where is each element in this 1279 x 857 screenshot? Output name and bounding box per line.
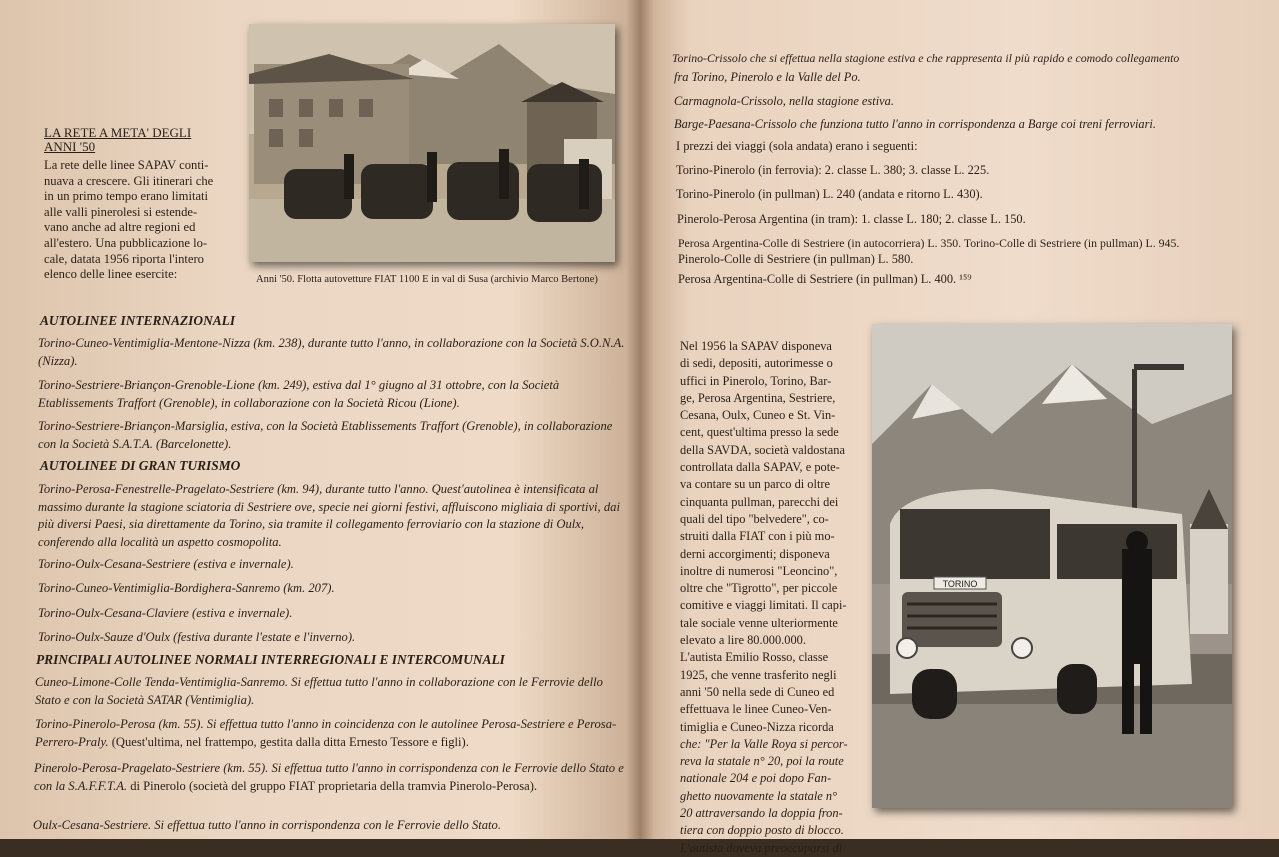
price-line: Torino-Pinerolo (in ferrovia): 2. classe L. 380; 3. classe L. 225.	[676, 163, 990, 177]
column-line: L'autista doveva preoccuparsi di	[680, 840, 843, 855]
column-line: ge, Perosa Argentina, Sestriere,	[680, 390, 836, 405]
route-line: Torino-Crissolo che si effettua nella stagione estiva e che rappresenta il più rapido e comodo collegamento	[672, 51, 1180, 65]
route-line: Carmagnola-Crissolo, nella stagione estiva.	[674, 94, 894, 108]
column-line: uffici in Pinerolo, Torino, Bar-	[680, 373, 832, 388]
route-entry: Torino-Oulx-Sauze d'Oulx (festiva durante l'estate e l'inverno).	[38, 630, 356, 644]
route-line: fra Torino, Pinerolo e la Valle del Po.	[674, 70, 861, 84]
left-page	[0, 0, 640, 839]
column-line: tiera con doppio posto di blocco.	[680, 823, 844, 838]
book-gutter	[626, 0, 654, 839]
column-line: Cesana, Oulx, Cuneo e St. Vin-	[680, 408, 836, 423]
right-page	[640, 0, 1279, 855]
route-entry: Cuneo-Limone-Colle Tenda-Ventimiglia-Sanremo. Si effettua tutto l'anno in collaborazione con le Ferrovie dello Stato e con la Società SATAR (Ventimiglia).	[35, 675, 603, 707]
column-line: reva la statale n° 20, poi la route	[680, 754, 844, 769]
route-entry: Torino-Cuneo-Ventimiglia-Mentone-Nizza (km. 238), durante tutto l'anno, in collaborazione con la Società S.O.N.A. (Nizza).	[38, 336, 625, 368]
column-line: L'autista Emilio Rosso, classe	[680, 650, 829, 665]
column-line: effettuava le linee Cuneo-Ven-	[680, 702, 832, 717]
route-entry: Torino-Sestriere-Briançon-Grenoble-Lione (km. 249), estiva dal 1° giugno al 31 ottobre, con la Società Etablissements Traffort (Grenoble), in collaborazione con la Società Ricou (Lione).	[38, 378, 560, 410]
column-line: Nel 1956 la SAPAV disponeva	[680, 339, 832, 353]
route-entry	[35, 716, 625, 751]
price-line: Perosa Argentina-Colle di Sestriere (in autocorriera) L. 350. Torino-Colle di Sestriere (in pullman) L. 945.	[678, 236, 1180, 250]
route-entry: Oulx-Cesana-Sestriere. Si effettua tutto l'anno in corrispondenza con le Ferrovie dello Stato.	[33, 818, 502, 832]
route-entry-plain: di Pinerolo (società del gruppo FIAT proprietaria della tramvia Pinerolo-Perosa).	[127, 778, 538, 793]
column-line: derni accorgimenti; disponeva	[680, 546, 830, 561]
column-line: nationale 204 e poi dopo Fan-	[680, 771, 832, 786]
column-line: elevato a lire 80.000.000.	[680, 633, 806, 648]
route-entry-plain: (Quest'ultima, nel frattempo, gestita dalla ditta Ernesto Tessore e figli).	[108, 734, 469, 749]
section-heading-line-2: ANNI '50	[44, 139, 96, 154]
column-line: di sedi, depositi, autorimesse o	[680, 356, 833, 371]
heading-gran-turismo: AUTOLINEE DI GRAN TURISMO	[40, 458, 241, 473]
column-line: controllata dalla SAPAV, e pote-	[680, 460, 840, 475]
intro-line: in un primo tempo erano limitati	[44, 189, 209, 204]
price-line: Perosa Argentina-Colle di Sestriere (in pullman) L. 400. ¹⁵⁹	[678, 272, 972, 286]
column-line: timiglia e Cuneo-Nizza ricorda	[680, 719, 834, 734]
column-line: ghetto nuovamente la statale n°	[680, 788, 838, 803]
price-line: Pinerolo-Colle di Sestriere (in pullman) L. 580.	[678, 252, 914, 266]
column-line: va contare su un parco di oltre	[680, 477, 831, 492]
intro-paragraph	[44, 158, 239, 283]
column-line: oltre che "Tigrotto", per piccole	[680, 581, 838, 596]
bus-photo	[872, 324, 1232, 808]
route-entry: Torino-Oulx-Cesana-Claviere (estiva e invernale).	[38, 606, 293, 620]
body-column	[680, 338, 868, 857]
column-line: inoltre di numerosi "Leoncino",	[680, 563, 838, 578]
column-line: che: "Per la Valle Roya si percor-	[680, 736, 848, 751]
intro-line: nuava a crescere. Gli itinerari che	[44, 173, 214, 188]
column-line: struiti dalla FIAT con i più mo-	[680, 529, 835, 544]
route-entry: Torino-Perosa-Fenestrelle-Pragelato-Sestriere (km. 94), durante tutto l'anno. Quest'autolinea è intensificata al massimo durante la stagione sciatoria di Sestriere ove, specie nei giorni festivi, affluiscono migliaia di sportivi, dai più diversi Paesi, sia direttamente da Torino, sia tramite il collegamento ferroviario con la stazione di Oulx, conferendo alla località un aspetto cosmopolita.	[38, 482, 620, 549]
intro-line: all'estero. Una pubblicazione lo-	[44, 235, 208, 250]
prices-intro: I prezzi dei viaggi (sola andata) erano i seguenti:	[676, 139, 918, 153]
heading-interregional: PRINCIPALI AUTOLINEE NORMALI INTERREGIONALI E INTERCOMUNALI	[36, 652, 505, 667]
column-line: 20 attraversando la doppia fron-	[680, 806, 843, 821]
column-line: cinquanta pullman, parecchi dei	[680, 494, 839, 509]
intro-line: La rete delle linee SAPAV conti-	[44, 158, 209, 172]
intro-line: vano anche ad altre regioni ed	[44, 220, 196, 235]
fiat-cars-photo	[249, 24, 615, 262]
column-line: tale sociale venne ulteriormente	[680, 615, 838, 630]
photo-caption: Anni '50. Flotta autovetture FIAT 1100 E in val di Susa (archivio Marco Bertone)	[256, 274, 598, 285]
route-entry-italic: Torino-Pinerolo-Perosa (km. 55). Si effettua tutto l'anno in coincidenza con le autolinee Perosa-Sestriere e Perosa-Perrero-Praly.	[35, 717, 617, 749]
route-entry	[34, 760, 624, 795]
column-line: quali del tipo "belvedere", co-	[680, 511, 829, 526]
price-line: Pinerolo-Perosa Argentina (in tram): 1. classe L. 180; 2. classe L. 150.	[677, 212, 1026, 226]
heading-international: AUTOLINEE INTERNAZIONALI	[40, 313, 236, 328]
bus-destination-sign: TORINO	[942, 579, 978, 589]
intro-line: alle valli pinerolesi si estende-	[44, 204, 198, 219]
column-line: comitive e viaggi limitati. Il capi-	[680, 598, 847, 613]
column-line: della SAVDA, società valdostana	[680, 442, 845, 457]
route-entry-italic: Pinerolo-Perosa-Pragelato-Sestriere (km. 55). Si effettua tutto l'anno in corrispondenza con le Ferrovie dello Stato e con la S.A.F.F.T.A.	[34, 761, 624, 793]
route-entry: Torino-Cuneo-Ventimiglia-Bordighera-Sanremo (km. 207).	[38, 581, 335, 595]
price-line: Torino-Pinerolo (in pullman) L. 240 (andata e ritorno L. 430).	[676, 187, 983, 201]
column-line: 1925, che venne trasferito negli	[680, 667, 837, 682]
intro-line: cale, datata 1956 riporta l'intero	[44, 251, 204, 266]
route-line: Barge-Paesana-Crissolo che funziona tutto l'anno in corrispondenza a Barge coi treni ferroviari.	[674, 117, 1156, 131]
route-entry: Torino-Sestriere-Briançon-Marsiglia, estiva, con la Società Etablissements Traffort (Grenoble), in collaborazione con la Società S.A.T.A. (Barcelonette).	[38, 419, 613, 451]
section-heading-line-1: LA RETE A META' DEGLI	[44, 125, 192, 140]
intro-line: elenco delle linee esercite:	[44, 267, 178, 282]
route-entry: Torino-Oulx-Cesana-Sestriere (estiva e invernale).	[38, 557, 294, 571]
section-heading	[44, 126, 191, 154]
column-line: anni '50 nella sede di Cuneo ed	[680, 684, 835, 699]
column-line: cent, quest'ultima presso la sede	[680, 425, 839, 440]
